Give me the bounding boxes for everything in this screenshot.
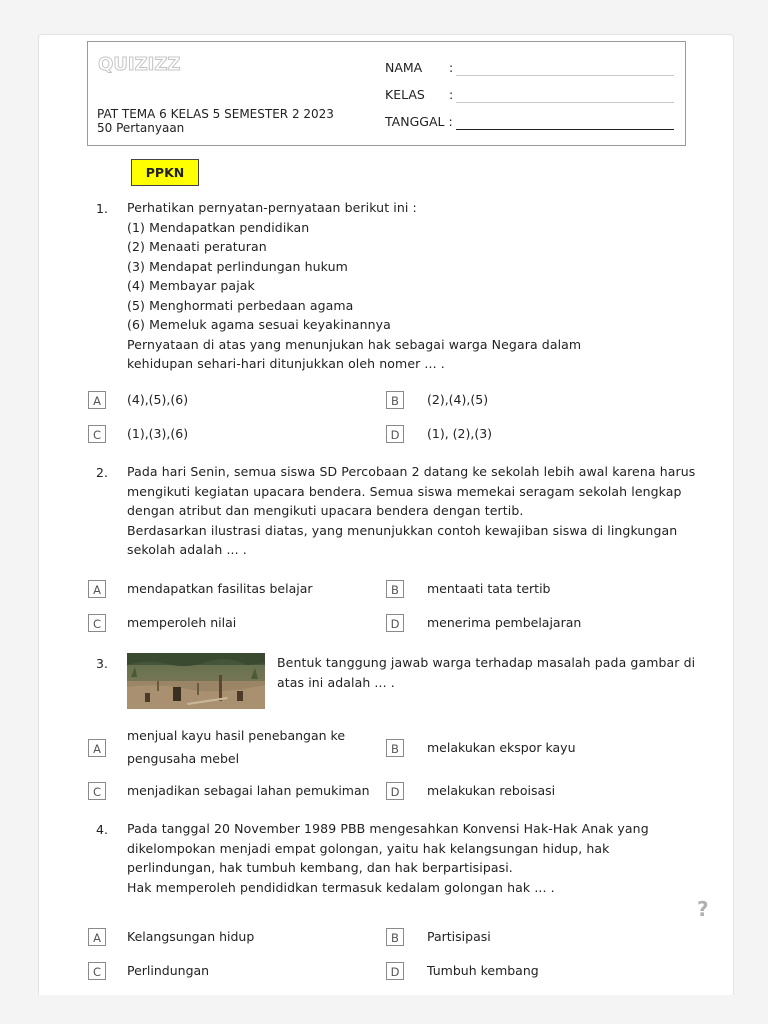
question-number: 1.: [96, 201, 108, 216]
question-text: [127, 198, 687, 374]
worksheet-page: [38, 34, 734, 995]
option-a-text: (4),(5),(6): [127, 392, 189, 407]
question-number: 4.: [96, 822, 108, 837]
name-field: [385, 60, 453, 75]
question-line: Bentuk tanggung jawab warga terhadap masalah pada gambar di: [277, 655, 696, 670]
option-a-box[interactable]: A: [88, 928, 106, 946]
class-label: KELAS: [385, 87, 425, 102]
question-line: (4) Membayar pajak: [127, 278, 255, 293]
option-a-box[interactable]: A: [88, 739, 106, 757]
question-count: 50 Pertanyaan: [97, 121, 185, 135]
option-d-text: melakukan reboisasi: [427, 783, 556, 798]
deforestation-photo-svg: [127, 653, 265, 709]
question-line: (1) Mendapatkan pendidikan: [127, 219, 310, 235]
question-line: sekolah adalah ... .: [127, 542, 247, 557]
option-b-box[interactable]: B: [386, 391, 404, 409]
question-line: Pada hari Senin, semua siswa SD Percobaan 2 datang ke sekolah lebih awal karena harus: [127, 464, 696, 479]
option-a-text: menjual kayu hasil penebangan ke: [127, 728, 346, 743]
question-text: [127, 462, 696, 560]
question-line: Pernyataan di atas yang menunjukan hak sebagai warga Negara dalam: [127, 336, 582, 352]
option-b-box[interactable]: B: [386, 739, 404, 757]
question-line: (2) Menaati peraturan: [127, 239, 267, 254]
question-line: kehidupan sehari-hari ditunjukkan oleh nomer ... .: [127, 356, 445, 371]
class-colon: :: [449, 87, 454, 102]
question-line: (3) Mendapat perlindungan hukum: [127, 258, 348, 274]
test-title: PAT TEMA 6 KELAS 5 SEMESTER 2 2023: [97, 107, 334, 121]
date-label: TANGGAL: [385, 114, 445, 129]
option-d-box[interactable]: D: [386, 614, 404, 632]
name-line: [456, 75, 674, 76]
option-d-text: (1), (2),(3): [427, 426, 493, 441]
date-colon: :: [448, 114, 453, 129]
question-line: dengan atribut dan mengikuti upacara bendera dengan tertib.: [127, 503, 524, 518]
quizizz-logo: QUIZIZZ: [98, 54, 181, 75]
option-a-text-cont: pengusaha mebel: [127, 751, 240, 766]
option-a-box[interactable]: A: [88, 391, 106, 409]
option-c-box[interactable]: C: [88, 962, 106, 980]
option-b-box[interactable]: B: [386, 580, 404, 598]
date-field: [385, 114, 453, 129]
question-line: Pada tanggal 20 November 1989 PBB mengesahkan Konvensi Hak-Hak Anak yang: [127, 821, 649, 836]
question-line: Berdasarkan ilustrasi diatas, yang menunjukkan contoh kewajiban siswa di lingkungan: [127, 522, 678, 538]
question-number: 3.: [96, 656, 108, 671]
option-c-text: memperoleh nilai: [127, 615, 237, 630]
name-colon: :: [449, 60, 454, 75]
question-line: dikelompokan menjadi empat golongan, yaitu hak kelangsungan hidup, hak: [127, 840, 610, 856]
question-number: 2.: [96, 465, 108, 480]
option-a-box[interactable]: A: [88, 580, 106, 598]
option-c-text: (1),(3),(6): [127, 426, 189, 441]
option-b-text: (2),(4),(5): [427, 392, 489, 407]
option-c-text: menjadikan sebagai lahan pemukiman: [127, 783, 370, 798]
option-b-text: melakukan ekspor kayu: [427, 740, 576, 755]
section-badge: PPKN: [131, 159, 199, 186]
option-a-text: Kelangsungan hidup: [127, 929, 255, 944]
option-c-box[interactable]: C: [88, 782, 106, 800]
option-d-box[interactable]: D: [386, 962, 404, 980]
question-line: (6) Memeluk agama sesuai keyakinannya: [127, 317, 391, 332]
option-b-text: mentaati tata tertib: [427, 581, 551, 596]
help-icon[interactable]: ?: [697, 897, 709, 921]
question-line: mengikuti kegiatan upacara bendera. Semua siswa memekai seragam sekolah lengkap: [127, 483, 682, 499]
class-field: [385, 87, 453, 102]
option-d-box[interactable]: D: [386, 425, 404, 443]
option-c-box[interactable]: C: [88, 425, 106, 443]
worksheet-header: [87, 41, 686, 146]
option-c-box[interactable]: C: [88, 614, 106, 632]
option-d-box[interactable]: D: [386, 782, 404, 800]
question-text: [277, 653, 697, 692]
question-text: [127, 819, 687, 897]
question-line: Perhatikan pernyatan-pernyataan berikut ini :: [127, 200, 417, 215]
option-b-box[interactable]: B: [386, 928, 404, 946]
option-d-text: menerima pembelajaran: [427, 615, 582, 630]
option-d-text: Tumbuh kembang: [427, 963, 539, 978]
question-line: perlindungan, hak tumbuh kembang, dan hak berpartisipasi.: [127, 860, 513, 875]
option-b-text: Partisipasi: [427, 929, 491, 944]
name-label: NAMA: [385, 60, 423, 75]
question-line: atas ini adalah ... .: [277, 674, 395, 690]
deforestation-photo: [127, 653, 265, 709]
class-line: [456, 102, 674, 103]
option-c-text: Perlindungan: [127, 963, 210, 978]
option-a-text: mendapatkan fasilitas belajar: [127, 581, 313, 596]
date-line: [456, 129, 674, 130]
question-line: (5) Menghormati perbedaan agama: [127, 297, 354, 313]
question-line: Hak memperoleh pendididkan termasuk kedalam golongan hak ... .: [127, 879, 555, 895]
